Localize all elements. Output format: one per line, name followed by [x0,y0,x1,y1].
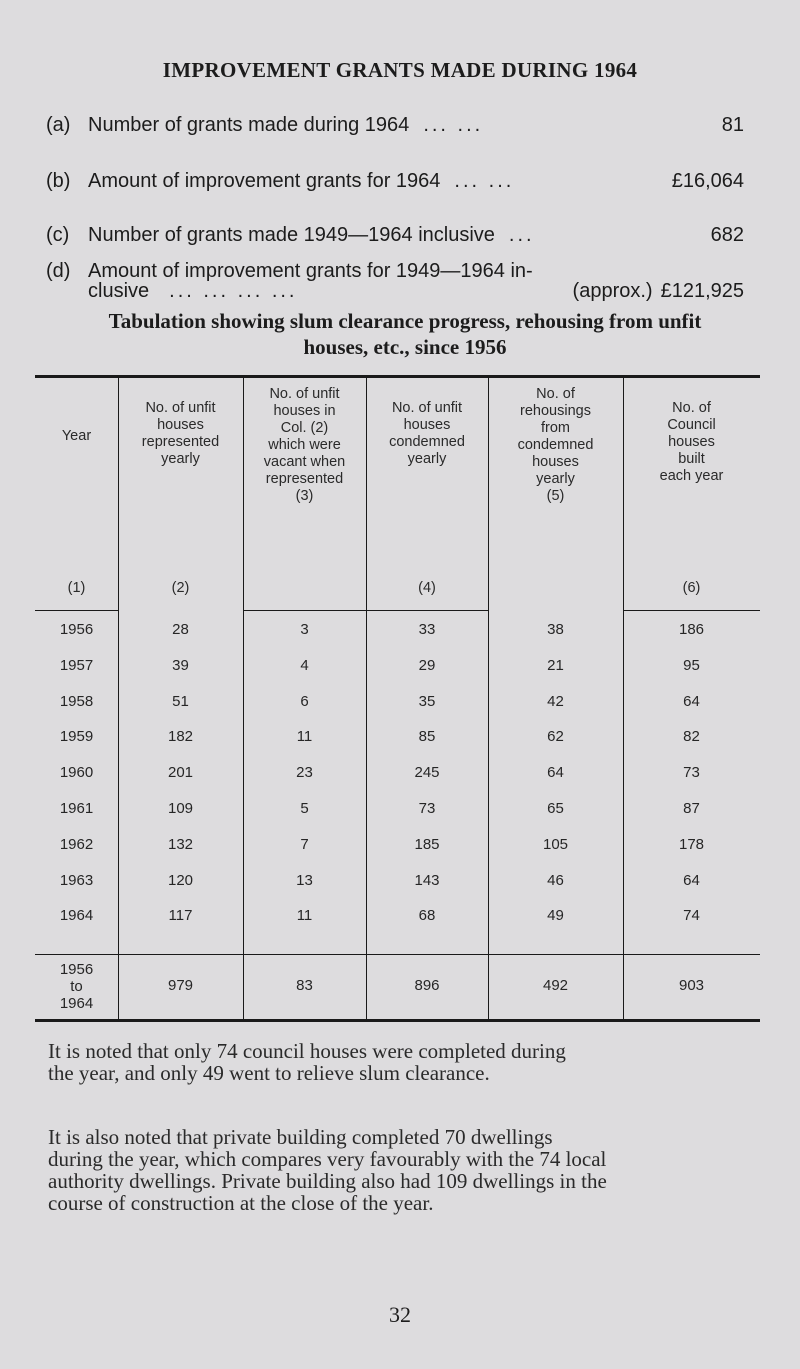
item-value: 682 [710,224,744,246]
total-year-line: to [70,978,83,995]
column-header-line: Col. (2) [280,420,329,436]
paragraph-line: authority dwellings. Private building also had 109 dwellings in the [48,1169,607,1193]
column-number: (6) [682,580,701,596]
column-header [243,378,366,603]
table-cell: 132 [167,835,194,853]
column-number: (4) [418,580,436,596]
column-header-line: built [678,451,705,467]
table-cell: 29 [418,656,436,674]
column-header-line: Council [667,417,716,433]
item-leader-dots: ... [508,224,535,246]
table-cell: 85 [418,728,436,746]
table-cell: 201 [167,764,194,782]
column-header-line: each year [659,468,724,484]
row-year: 1958 [59,692,94,710]
item-leader-dots: ... ... [454,170,515,192]
column-number: (3) [295,488,314,504]
table-cell: 46 [547,871,564,889]
table-cell: 7 [300,835,309,853]
table-cell: 87 [683,800,700,817]
column-header-line: condemned [389,434,465,450]
item-text-line1: Amount of improvement grants for 1949—1964 in- [88,260,533,282]
column-header-line: No. of unfit [269,386,340,402]
item-text-line2: clusive [88,280,150,302]
table-cell: 33 [418,621,436,638]
column-header-line: which were [268,437,341,453]
table-cell: 120 [167,871,194,889]
column-header-line: represented [265,471,344,487]
table-cell: 186 [678,621,705,638]
column-number: (1) [67,580,86,596]
item-letter: (d) [46,260,71,282]
table-cell: 68 [418,907,436,925]
grant-item-a [46,114,744,137]
table-cell: 143 [414,871,440,889]
table-title-line2: houses, etc., since 1956 [303,335,507,359]
column-header-line: houses [403,417,451,433]
table-cell: 105 [542,835,569,853]
table-cell: 42 [547,692,564,710]
paragraph-line: It is noted that only 74 council houses were completed during [48,1039,566,1063]
column-header-line: No. of [672,400,711,416]
column-number: (2) [171,580,190,596]
row-year: 1962 [59,835,94,853]
table-bottom-rule [35,1019,760,1022]
item-value: £16,064 [671,170,744,192]
total-cell: 903 [678,977,705,994]
column-header-line: houses [157,417,204,433]
column-header-line: represented [141,434,220,450]
paragraph-line: the year, and only 49 went to relieve slum clearance. [48,1061,490,1085]
table-cell: 109 [167,800,194,817]
column-header-line: rehousings [520,403,591,419]
column-header [366,378,488,603]
row-year: 1963 [59,871,94,889]
table-cell: 39 [172,656,189,674]
table-cell: 64 [683,692,700,710]
table-cell: 73 [418,800,436,817]
item-letter: (b) [46,170,71,192]
item-text: Number of grants made 1949—1964 inclusive [88,224,495,246]
table-cell: 4 [300,656,309,674]
header-rule [35,610,118,611]
column-header-line: yearly [407,451,447,467]
table-cell: 3 [300,621,309,638]
slum-clearance-table [35,375,760,1023]
note-paragraph-2 [48,1126,760,1214]
total-year-range [35,961,118,1012]
table-cell: 64 [547,764,564,782]
column-header-line: No. of [536,386,575,402]
table-cell: 245 [414,764,440,782]
table-cell: 73 [683,764,700,782]
total-year-line: 1956 [59,961,94,978]
total-cell: 83 [296,977,313,994]
table-cell: 21 [547,656,564,674]
table-cell: 117 [168,907,193,925]
column-header-line: from [541,420,570,436]
column-header [35,378,118,603]
page-number: 32 [389,1302,411,1327]
table-cell: 5 [300,800,309,817]
table-cell: 38 [547,621,564,638]
table-cell: 49 [547,907,564,925]
table-cell: 6 [300,692,309,710]
item-text: Amount of improvement grants for 1964 [88,170,441,192]
total-rule [35,954,760,955]
item-value: 81 [721,114,744,136]
column-header [118,378,243,603]
paragraph-line: during the year, which compares very favourably with the 74 local [48,1147,607,1171]
table-title [40,308,770,360]
column-header [623,378,760,603]
column-header-line: No. of unfit [391,400,463,416]
total-cell: 896 [414,977,440,994]
item-value: £121,925 [660,280,744,302]
item-leader-dots: ... ... [423,114,484,136]
table-cell: 23 [296,764,313,782]
table-cell: 28 [172,621,189,638]
total-cell: 979 [167,977,194,994]
table-cell: 51 [172,692,189,710]
row-year: 1956 [59,621,94,638]
page-title: IMPROVEMENT GRANTS MADE DURING 1964 [162,58,638,82]
table-cell: 82 [683,728,700,746]
column-header-line: No. of unfit [145,400,216,416]
total-cell: 492 [542,977,569,994]
table-cell: 35 [418,692,436,710]
column-header [488,378,623,603]
note-paragraph-1 [48,1040,760,1084]
row-year: 1957 [59,656,94,674]
column-header-line: houses in [273,403,336,419]
item-approx: (approx.) [572,280,653,302]
table-cell: 62 [547,728,564,746]
row-year: 1960 [59,764,94,782]
table-cell: 182 [167,728,194,746]
item-leader-dots: ... ... ... ... [169,280,298,302]
column-header-line: Year [61,428,92,444]
table-cell: 74 [683,907,700,925]
table-title-line1: Tabulation showing slum clearance progress, rehousing from unfit [108,309,702,333]
column-number: (5) [546,488,565,504]
table-cell: 64 [683,871,700,889]
row-year: 1959 [59,728,94,746]
table-cell: 95 [683,656,700,674]
table-cell: 11 [296,728,313,746]
paragraph-line: It is also noted that private building completed 70 dwellings [48,1125,553,1149]
table-cell: 11 [296,907,313,925]
grant-item-b [46,170,744,193]
row-year: 1961 [59,800,94,817]
total-year-line: 1964 [59,995,94,1012]
column-header-line: yearly [536,471,575,487]
header-rule [243,610,488,611]
table-cell: 178 [678,835,705,853]
column-header-line: vacant when [263,454,346,470]
item-letter: (c) [46,224,70,246]
table-cell: 65 [547,800,564,817]
column-header-line: condemned [517,437,594,453]
column-header-line: houses [532,454,579,470]
table-cell: 185 [414,835,440,853]
grant-item-c [46,224,744,247]
column-header-line: yearly [161,451,200,467]
item-text: Number of grants made during 1964 [88,114,410,136]
item-letter: (a) [46,114,71,136]
header-rule [623,610,760,611]
table-cell: 13 [296,871,313,889]
row-year: 1964 [59,907,94,925]
column-header-line: houses [668,434,715,450]
paragraph-line: course of construction at the close of the year. [48,1191,434,1215]
